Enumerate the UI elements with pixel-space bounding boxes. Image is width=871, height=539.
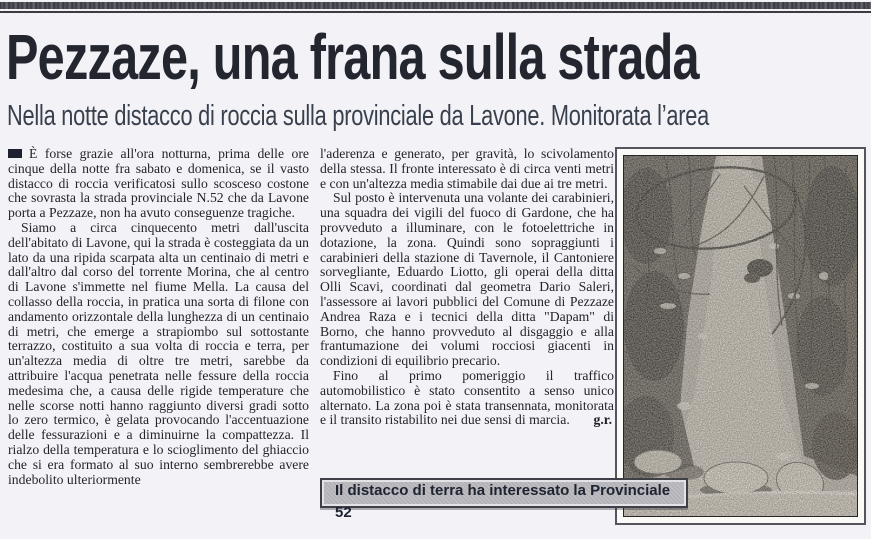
- landslide-photo-frame: [615, 147, 866, 525]
- article-column-1: [8, 147, 309, 529]
- paragraph: [320, 147, 614, 191]
- paragraph-text: È forse grazie all'ora notturna, prima delle ore cinque della notte fra sabato e domenica, se il vasto distacco di roccia verificatosi sullo scosceso costone che sovrasta la strada provinciale N.52 che da Lavone porta a Pezzaze, non ha avuto conseguenze tragiche.: [8, 146, 309, 221]
- paragraph-text: l'aderenza e generato, per gravità, lo scivolamento della stessa. Il fronte interessato è di circa venti metri e con un'altezza media stimabile dai due ai tre metri.: [320, 146, 614, 191]
- subheadline-text: Nella notte distacco di roccia sulla provinciale da Lavone. Monitorata l’area: [7, 100, 710, 132]
- landslide-photo-image: [624, 156, 857, 516]
- paragraph-lead-square-icon: [8, 149, 22, 158]
- paragraph: [8, 147, 309, 221]
- paragraph: [320, 369, 614, 428]
- photo-caption-text: Il distacco di terra ha interessato la Provinciale 52: [335, 482, 671, 521]
- top-rule-thick: [0, 2, 871, 9]
- paragraph-text: Siamo a circa cinquecento metri dall'uscita dell'abitato di Lavone, qui la strada è costeggiata da un lato da una ripida scarpata alta un centinaio di metri e dall'altro dal corso del torrente Morina, che al centro di Lavone s'immette nel fiume Mella. La causa del collasso della roccia, in pratica una sorta di filone con andamento orizzontale della lunghezza di un centinaio di metri, che emerge a strapiombo sul sottostante terrazzo, costituito a sua volta di roccia e terra, per un'altezza media di oltre tre metri, sarebbe da attribuire l'acqua penetrata nelle fessure della roccia medesima che, a causa delle rigide temperature che nelle scorse notti hanno raggiunto diversi gradi sotto lo zero termico, è gelata provocando l'accentuazione delle fessurazioni e a diminuirne la compattezza. Il rialzo della temperatura e lo scioglimento del ghiaccio che si era formato al suo interno sembrerebbe avere indebolito ulteriormente: [8, 219, 309, 487]
- landslide-photo: [623, 155, 858, 517]
- paragraph: [8, 221, 309, 487]
- byline: g.r.: [593, 412, 612, 428]
- top-rule-thin: [0, 11, 871, 13]
- headline: [6, 22, 871, 92]
- paragraph-text: Sul posto è intervenuta una volante dei carabinieri, una squadra dei vigili del fuoco di Gardone, che ha provveduto a illuminare, con le fotoelettriche in dotazione, la zona. Quindi sono sopraggiunti i carabinieri della stazione di Tavernole, il Cantoniere sorvegliante, Eduardo Liotto, gli operai della ditta Olli Scavi, coordinati dal geometra Dario Saleri, l'assessore ai lavori pubblici del Comune di Pezzaze Andrea Raza e i tecnici della ditta "Dapam" di Borno, che hanno provveduto al disgaggio e alla frantumazione dei volumi rocciosi giacenti in condizioni di equilibrio precario.: [320, 190, 614, 369]
- paragraph: [320, 191, 614, 369]
- headline-text: Pezzaze, una frana sulla strada: [6, 21, 699, 93]
- paragraph-text: Fino al primo pomeriggio il traffico automobilistico è stato consentito a senso unico alternato. La zona poi è stata transennata, monitorata e il transito ristabilito nei due sensi di marcia.: [320, 367, 614, 428]
- article-column-2: [320, 147, 614, 469]
- subheadline: [7, 99, 871, 133]
- photo-caption: [320, 478, 688, 521]
